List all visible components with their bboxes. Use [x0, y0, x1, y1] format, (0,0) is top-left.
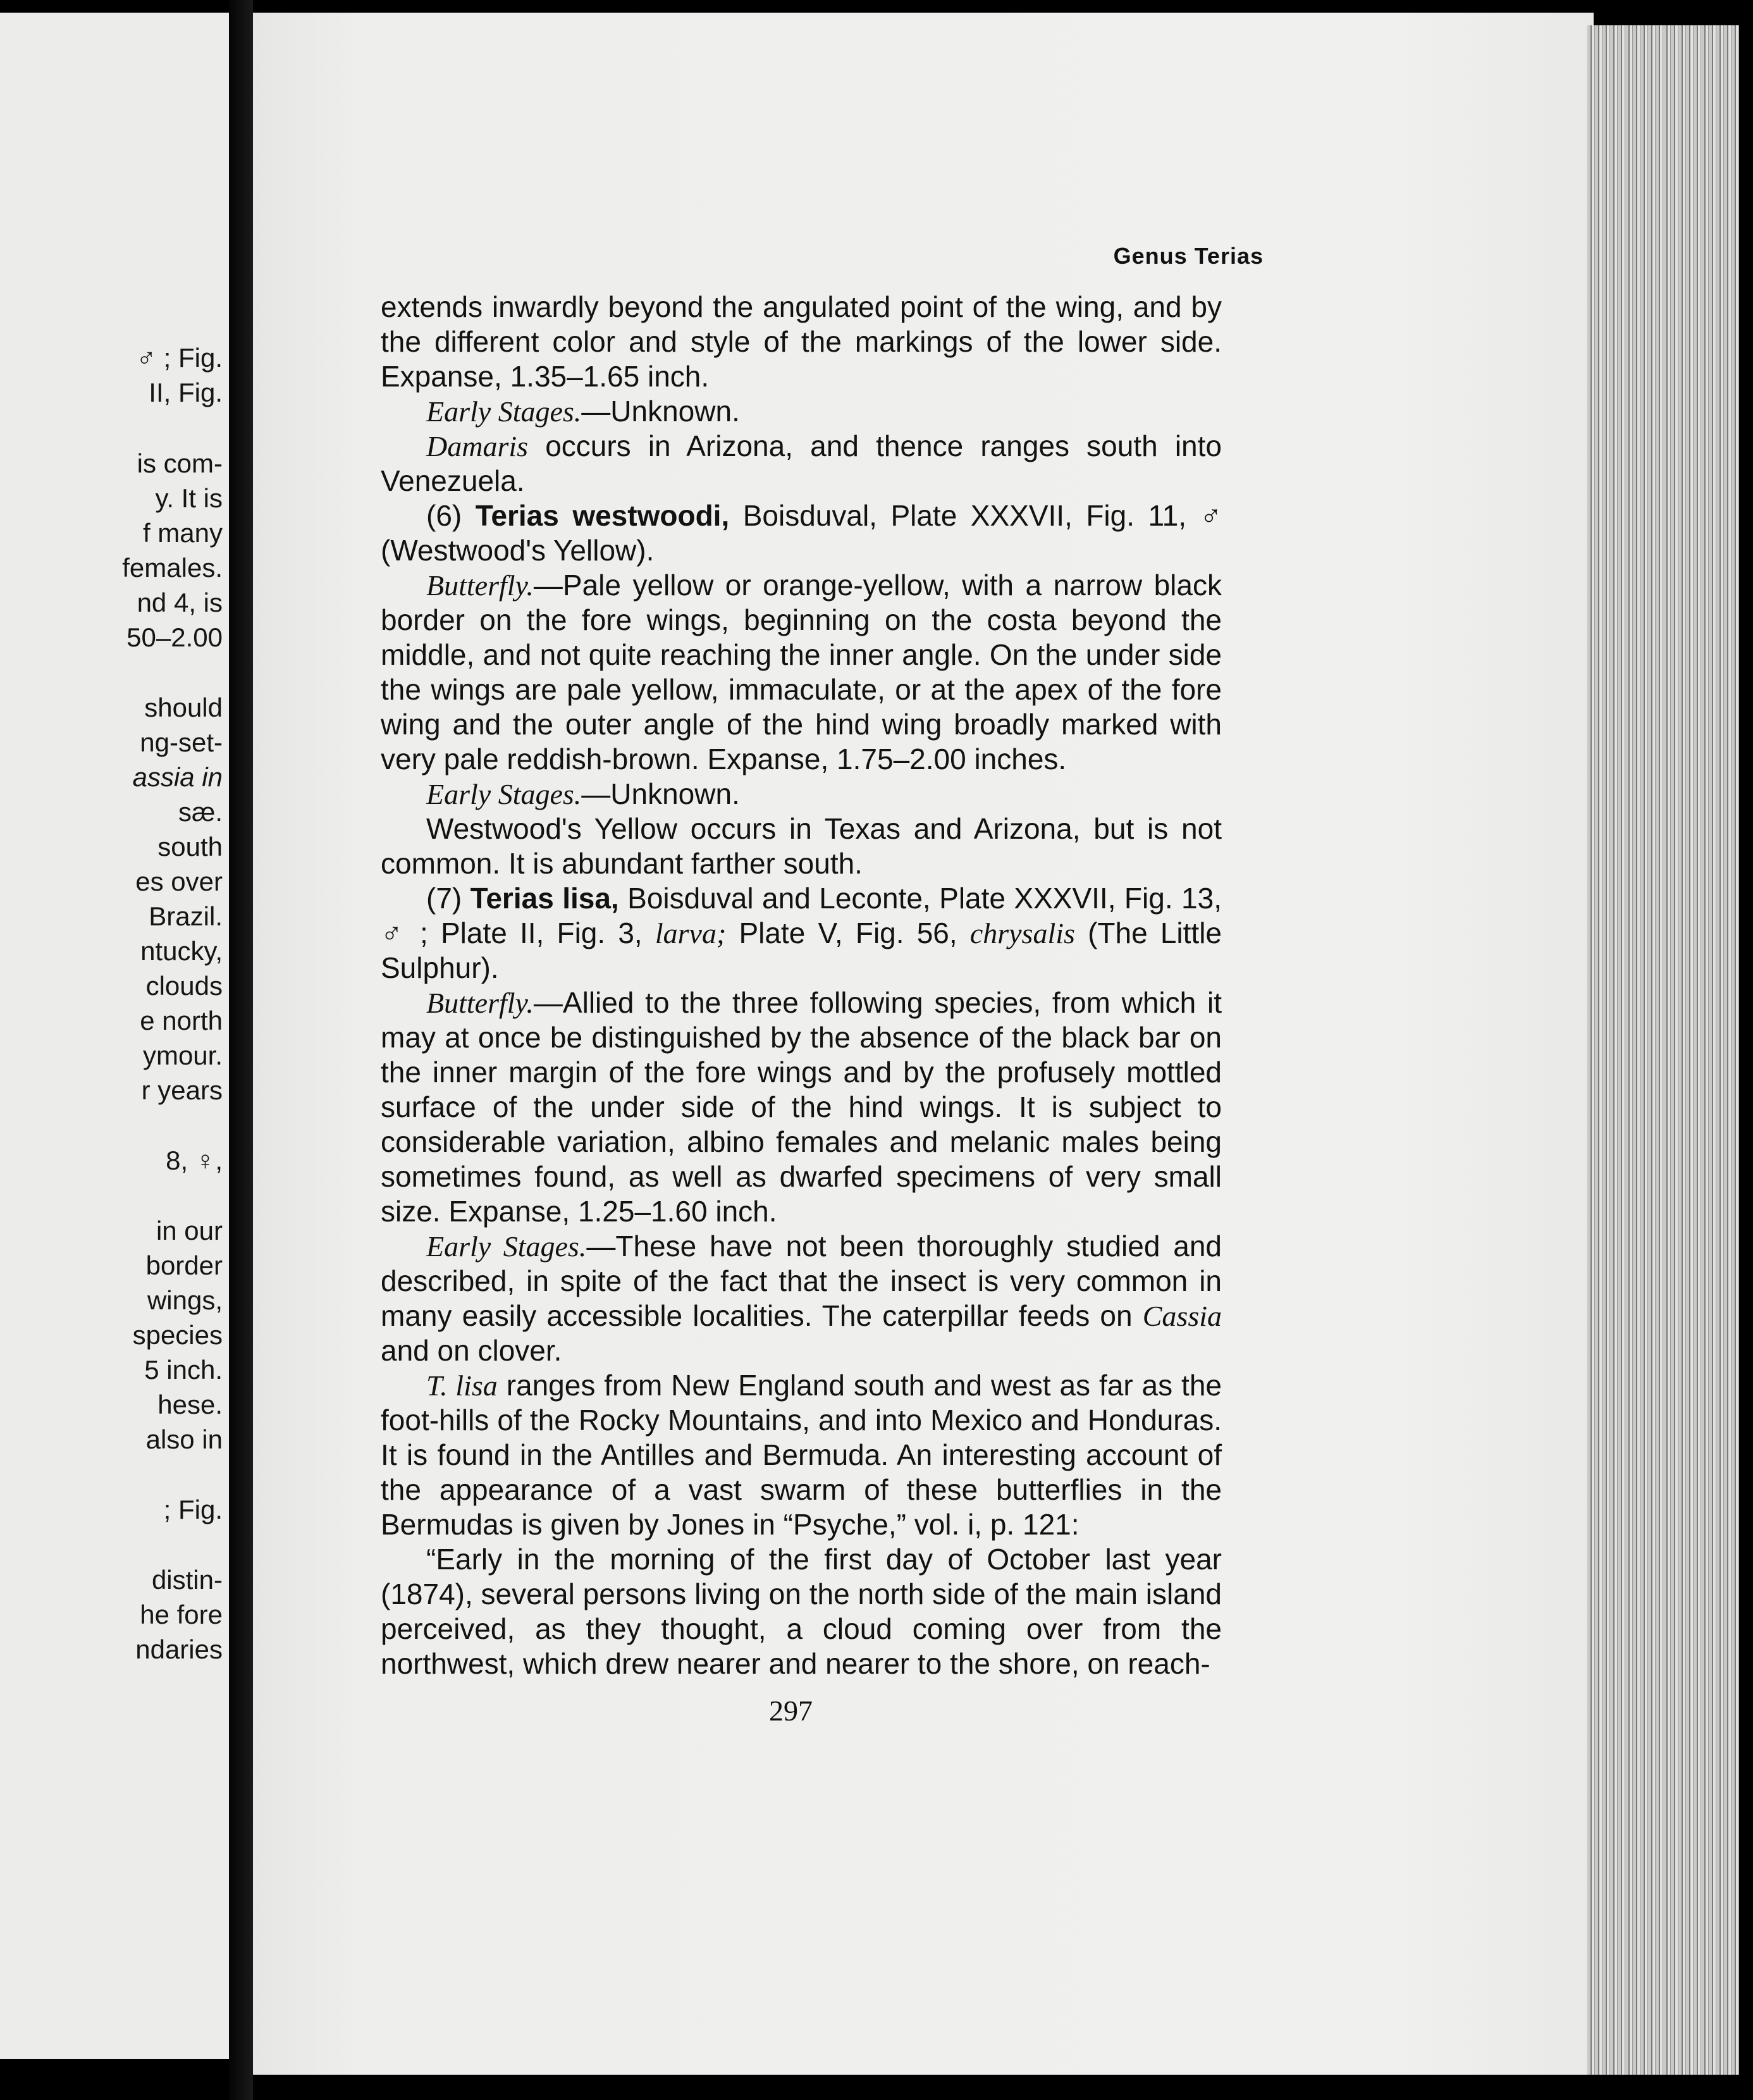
- italic-run: Early Stages.: [426, 778, 582, 810]
- left-page-line: 50–2.00: [126, 622, 223, 652]
- paragraph: [381, 1229, 1222, 1368]
- paragraph: [381, 881, 1222, 985]
- species-name: Terias westwoodi,: [475, 499, 730, 532]
- paragraph: [381, 498, 1222, 568]
- left-page-line: ntucky,: [140, 936, 223, 966]
- paragraph: [381, 1368, 1222, 1542]
- text-run: Boisduval and Leconte, Plate XXXVII, Fig. 13, ♂ ; Plate II, Fig. 3,: [381, 882, 1222, 949]
- book-gutter: [229, 0, 253, 2100]
- italic-run: Butterfly.: [426, 987, 534, 1019]
- paragraph: [381, 429, 1222, 498]
- paragraph: [381, 290, 1222, 394]
- left-page-line: he fore: [140, 1600, 223, 1629]
- page-edge-stack: [1587, 25, 1739, 2075]
- left-page-line: r years: [141, 1075, 223, 1105]
- italic-run: Damaris: [426, 430, 529, 462]
- italic-run: chrysalis: [969, 917, 1075, 949]
- italic-run: larva;: [655, 917, 727, 949]
- text-run: ranges from New England south and west as far as the foot-hills of the Rocky Mountains, and into Mexico and Honduras. It is found in the Antilles and Bermuda. An interesting account of the appearance of a vast swarm of these butterflies in the Bermudas is given by Jones in “Psyche,” vol. i, p. 121:: [381, 1369, 1222, 1541]
- text-run: Westwood's Yellow occurs in Texas and Arizona, but is not common. It is abundant farther south.: [381, 812, 1222, 880]
- left-page-line: should: [144, 693, 223, 722]
- paragraph: [381, 985, 1222, 1229]
- left-page-line: hese.: [157, 1390, 223, 1419]
- text-run: and on clover.: [381, 1334, 562, 1367]
- left-page-line: II, Fig.: [149, 378, 223, 407]
- left-page-line: 8, ♀,: [166, 1146, 223, 1175]
- text-run: occurs in Arizona, and thence ranges south into Venezuela.: [381, 429, 1222, 497]
- italic-run: Early Stages.: [426, 395, 582, 428]
- left-page-line: y. It is: [155, 483, 223, 513]
- left-page-line: south: [157, 832, 223, 862]
- species-name: Terias lisa,: [470, 882, 619, 915]
- text-run: —Unknown.: [581, 777, 740, 810]
- text-run: extends inwardly beyond the angulated point of the wing, and by the different color and style of the markings of the lower side. Expanse, 1.35–1.65 inch.: [381, 290, 1222, 393]
- left-page-line: species: [132, 1320, 223, 1350]
- paragraph: [381, 394, 1222, 429]
- paragraph: [381, 568, 1222, 777]
- text-run: (7): [426, 882, 471, 915]
- left-page-line: clouds: [145, 971, 223, 1001]
- left-page-line: assia in: [132, 762, 223, 792]
- left-page-line: females.: [122, 553, 223, 583]
- left-page-line: f many: [142, 518, 223, 548]
- paragraph: [381, 777, 1222, 812]
- left-page-line: nd 4, is: [137, 588, 223, 617]
- text-run: (6): [426, 499, 476, 532]
- text-run: —Unknown.: [581, 395, 740, 428]
- left-page-line: sæ.: [178, 797, 223, 827]
- italic-run: Cassia: [1142, 1300, 1222, 1332]
- left-page-line: also in: [145, 1424, 223, 1454]
- paragraph: [381, 812, 1222, 881]
- left-page-line: es over: [135, 867, 223, 896]
- left-page-line: distin-: [151, 1565, 223, 1595]
- left-page-line: ng-set-: [140, 727, 223, 757]
- previous-page-fragment: [0, 13, 229, 2059]
- text-run: Boisduval, Plate XXXVII, Fig. 11, ♂ (Westwood's Yellow).: [381, 499, 1222, 567]
- left-page-line: ♂ ; Fig.: [136, 343, 223, 373]
- left-page-line: ndaries: [135, 1634, 223, 1664]
- left-page-line: ymour.: [142, 1041, 223, 1070]
- paragraph: [381, 1542, 1222, 1681]
- text-run: “Early in the morning of the first day of October last year (1874), several persons living on the north side of the main island perceived, as they thought, a cloud coming over from the northwest, which drew nearer and nearer to the shore, on reach-: [381, 1543, 1222, 1680]
- page-number: 297: [769, 1695, 813, 1727]
- text-run: —Allied to the three following species, from which it may at once be distinguished by the absence of the black bar on the inner margin of the fore wings and by the profusely mottled surface of the under side of the hind wings. It is subject to considerable variation, albino females and melanic males being sometimes found, as well as dwarfed specimens of very small size. Expanse, 1.25–1.60 inch.: [381, 986, 1222, 1228]
- left-page-line: e north: [140, 1006, 223, 1035]
- left-page-line: in our: [156, 1216, 223, 1245]
- body-text: [381, 290, 1222, 1681]
- text-run: Plate V, Fig. 56,: [726, 917, 970, 949]
- running-head: Genus Terias: [1113, 243, 1264, 269]
- italic-run: Early Stages.: [426, 1230, 587, 1263]
- left-page-line: wings,: [147, 1285, 223, 1315]
- left-page-line: ; Fig.: [163, 1495, 223, 1524]
- left-page-line: border: [145, 1251, 223, 1280]
- left-page-line: 5 inch.: [144, 1355, 223, 1385]
- italic-run: T. lisa: [426, 1369, 498, 1402]
- italic-run: Butterfly.: [426, 569, 534, 602]
- text-run: —These have not been thoroughly studied and described, in spite of the fact that the insect is very common in many easily accessible localities. The caterpillar feeds on: [381, 1230, 1222, 1332]
- left-page-line: is com-: [137, 448, 223, 478]
- left-page-line: Brazil.: [149, 901, 223, 931]
- text-run: (The Little Sulphur).: [381, 917, 1222, 984]
- text-run: —Pale yellow or orange-yellow, with a narrow black border on the fore wings, beginning on the costa beyond the middle, and not quite reaching the inner angle. On the under side the wings are pale yellow, immaculate, or at the apex of the fore wing and the outer angle of the hind wing broadly marked with very pale reddish-brown. Expanse, 1.75–2.00 inches.: [381, 569, 1222, 775]
